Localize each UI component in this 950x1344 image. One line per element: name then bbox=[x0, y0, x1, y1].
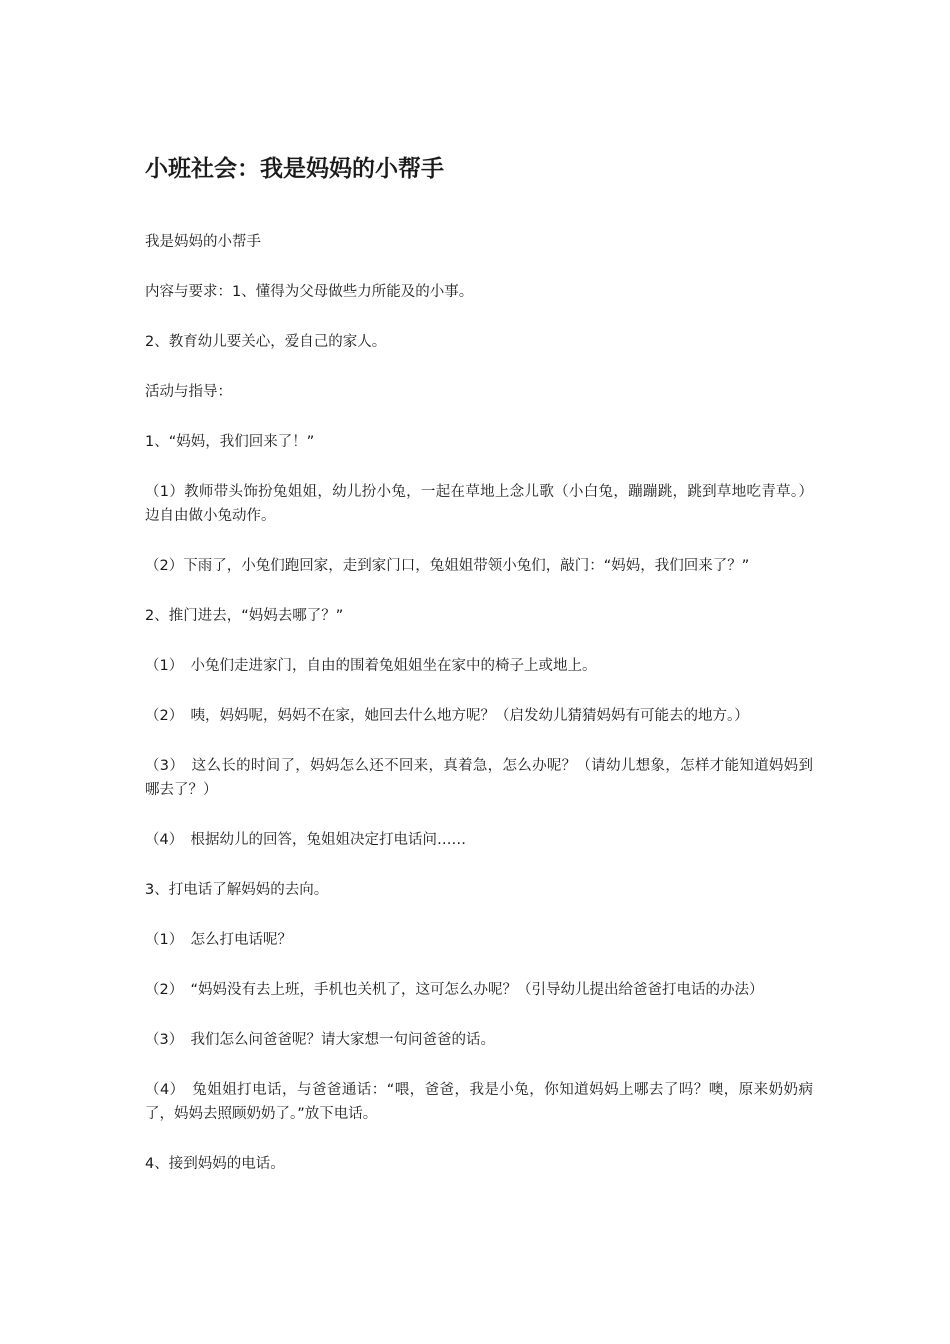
paragraph: 内容与要求：1、懂得为父母做些力所能及的小事。 bbox=[145, 284, 474, 300]
paragraph: 1、“妈妈，我们回来了！” bbox=[145, 434, 315, 450]
paragraph: （4） 兔姐姐打电话，与爸爸通话：“喂，爸爸，我是小兔，你知道妈妈上哪去了吗？噢，原来奶奶病了，妈妈去照顾奶奶了。”放下电话。 bbox=[145, 1082, 813, 1122]
paragraph: （1） 怎么打电话呢？ bbox=[145, 932, 292, 948]
paragraph: 2、推门进去，“妈妈去哪了？” bbox=[145, 608, 344, 624]
paragraph: （3） 这么长的时间了，妈妈怎么还不回来，真着急，怎么办呢？（请幼儿想象，怎样才能知道妈妈到哪去了？） bbox=[145, 758, 813, 798]
paragraph: 活动与指导： bbox=[145, 384, 232, 400]
paragraph: （2）下雨了，小兔们跑回家，走到家门口，兔姐姐带领小兔们，敲门：“妈妈，我们回来了？” bbox=[145, 558, 750, 574]
paragraph: （2） “妈妈没有去上班，手机也关机了，这可怎么办呢？（引导幼儿提出给爸爸打电话的办法） bbox=[145, 982, 764, 998]
document-title: 小班社会：我是妈妈的小帮手 bbox=[145, 156, 444, 182]
paragraph: 我是妈妈的小帮手 bbox=[145, 234, 261, 250]
paragraph: （1） 小兔们走进家门，自由的围着兔姐姐坐在家中的椅子上或地上。 bbox=[145, 658, 597, 674]
document-body bbox=[145, 230, 813, 1202]
paragraph: 3、打电话了解妈妈的去向。 bbox=[145, 882, 329, 898]
paragraph: 2、教育幼儿要关心，爱自己的家人。 bbox=[145, 334, 387, 350]
paragraph: 4、接到妈妈的电话。 bbox=[145, 1156, 285, 1172]
paragraph: （4） 根据幼儿的回答，兔姐姐决定打电话问…… bbox=[145, 832, 466, 848]
paragraph: （1）教师带头饰扮兔姐姐，幼儿扮小兔，一起在草地上念儿歌（小白兔，蹦蹦跳，跳到草地吃青草。）边自由做小兔动作。 bbox=[145, 484, 813, 524]
paragraph: （3） 我们怎么问爸爸呢？请大家想一句问爸爸的话。 bbox=[145, 1032, 495, 1048]
paragraph: （2） 咦，妈妈呢，妈妈不在家，她回去什么地方呢？（启发幼儿猜猜妈妈有可能去的地方。） bbox=[145, 708, 749, 724]
